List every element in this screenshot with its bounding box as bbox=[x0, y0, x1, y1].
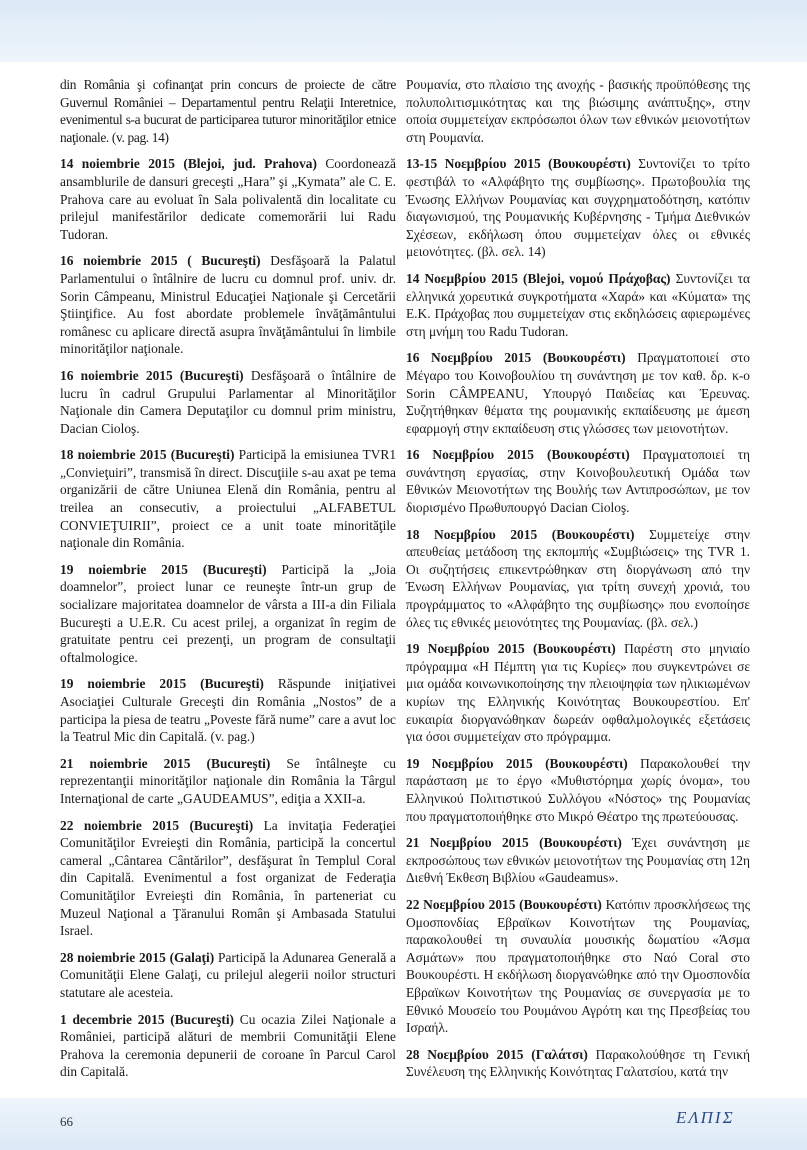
entry-text: Κατόπιν προσκλήσεως της Ομοσπονδίας Εβραϊκων Κοινοτήτων της Ρουμανίας, παρακολουθεί τη συναυλία μουσικής δωματίου «Άσμα Ασμάτων» που πραγματοποιήθηκε στο Ναό Coral στο Βουκουρέστι. Η εκδήλωση διοργανώθηκε από την Ομοσπονδία Εβραϊκων Κοινοτήτων της Ρουμανίας σε συνεργασία με το Εθνικό Μουσείο του Ρουμάνου Αγρότη και της Πρεσβείας του Ισραήλ. bbox=[406, 896, 750, 1036]
entry-date: 18 Νοεμβρίου 2015 (Βουκουρέστι) bbox=[406, 526, 635, 542]
entry-text: Participă la „Joia doamnelor”, proiect lunar ce reuneşte într-un grup de socializare majoritatea doamnelor de vârsta a III-a din Filiala Bucureşti a U.E.R. Cu acest prilej, a organizat în regim de gratuitate pentru cei prezenţi, un program de consultaţii oftalmologice. bbox=[60, 561, 396, 665]
chronicle-entry bbox=[406, 270, 750, 340]
entry-text: Παρακολουθεί την παράσταση με το έργο «Μυθιστόρημα χωρίς όνομα», του Ελληνικού Πολιτιστικού Συλλόγου «Νόστος» της Ρουμανίας που πραγματοποιήθηκε στο Μικρό Θέατρο της πρωτεύουσας. bbox=[406, 755, 750, 824]
entry-date: 16 Νοεμβρίου 2015 (Βουκουρέστι) bbox=[406, 447, 630, 463]
entry-date: 21 Νοεμβρίου 2015 (Βουκουρέστι) bbox=[406, 835, 622, 851]
entry-date: 14 noiembrie 2015 (Blejoi, jud. Prahova) bbox=[60, 156, 317, 172]
entry-date: 22 Νοεμβρίου 2015 (Βουκουρέστι) bbox=[406, 896, 602, 912]
chronicle-entry bbox=[406, 446, 750, 516]
entry-text: Πραγματοποιεί στο Μέγαρο του Κοινοβουλίου τη συνάντηση με τον καθ. δρ. κ-ο Sorin CÂMPEANU, Υπουργό Παιδείας και Έρευνας. Συζητήθηκαν θέματα της ρουμανικής εκπαίδευσης με άμεση εφαρμογή στην εκπαίδευση στις γλώσσες των μειονοτήτων. bbox=[406, 350, 750, 436]
entry-text: Συντονίζει το τρίτο φεστιβάλ το «Αλφάβητο της συμβίωσης». Πρωτοβουλία της Ένωσης Ελλήνων Ρουμανίας και συγχρηματοδότηση, κατόπιν διαγωνισμού, της Ρουμανικής Κυβέρνησης - Τμήμα Διεθνικών Σχέσεων, εκδήλωση όπου συμμετείχαν όλες οι εθνικές μειονότητες. (βλ. σελ. 14) bbox=[406, 156, 750, 260]
chronicle-entry bbox=[60, 755, 396, 808]
entry-date: 19 noiembrie 2015 (Bucureşti) bbox=[60, 676, 264, 692]
entry-text: Παρέστη στο μηνιαίο πρόγραμμα «Η Πέμπτη για τις Κυρίες» που συγκεντρώνει σε μια ομάδα κοινωνικοποίησης την πλειοψηφία των ηλικιωμένων κυρίων της Ελληνικής Κοινότητας Βουκουρεστίου. Επ' ευκαιρία διοργανώθηκαν δωρεάν οφθαλμολογικές εξετάσεις για όσοι συμμετείχαν στο πρόγραμμα. bbox=[406, 641, 750, 745]
chronicle-entry bbox=[60, 446, 396, 552]
entry-text: Cu ocazia Zilei Naţionale a României, participă alături de membrii Comunităţii Elene Prahova la ceremonia depunerii de coroane în Parcul Carol din Capitală. bbox=[60, 1011, 396, 1080]
entry-text: Desfăşoară la Palatul Parlamentului o întâlnire de lucru cu domnul prof. univ. dr. Sorin Câmpeanu, Ministrul Educaţiei Naţionale şi Cercetării Ştiinţifice. Au fost abordate problemele învăţământului românesc cu aplicare directă asupra învăţământului în limbile minorităţilor naţionale. bbox=[60, 253, 396, 357]
entry-text: Coordonează ansamblurile de dansuri greceşti „Hara” şi „Kymata” ale C. E. Prahova care au evoluat în Sala polivalentă din localitate cu prilejul manifestărilor dedicate comemorării lui Radu Tudoran. bbox=[60, 156, 396, 242]
chronicle-entry bbox=[406, 1046, 750, 1081]
chronicle-entry: din România şi cofinanţat prin concurs de proiecte de către Guvernul României – Departamentul pentru Relaţii Interetnice, evenimentul s-a bucurat de participarea tuturor minorităţilor etnice naţionale. (v. pag. 14) bbox=[60, 77, 396, 145]
entry-date: 13-15 Νοεμβρίου 2015 (Βουκουρέστι) bbox=[406, 156, 631, 172]
entry-date: 14 Νοεμβρίου 2015 (Blejoi, νομού Πράχοβας) bbox=[406, 270, 671, 286]
chronicle-entry: Ρουμανία, στο πλαίσιο της ανοχής - βασικής προϋπόθεσης της πολυπολιτισμικότητας και της βιώσιμης ανάπτυξης», στην οποία συμμετείχαν εκπρόσωποι όλων των εθνικών μειονοτήτων στη Ρουμανία. bbox=[406, 77, 750, 145]
chronicle-entry bbox=[406, 896, 750, 1037]
chronicle-entry bbox=[60, 367, 396, 437]
chronicle-entry bbox=[60, 675, 396, 745]
entry-text: Συμμετείχε στην απευθείας μετάδοση της εκπομπής «Συμβιώσεις» της TVR 1. Οι συζητήσεις επικεντρώθηκαν στη διοργάνωση από την Ένωση Ελλήνων Ρουμανίας, για τρίτη συνεχή χρονιά, του προγράμματος το «Αλφάβητο της συμβίωσης» που ενοποίησε όλες τις εθνικές μειονότητες της Ρουμανίας. (βλ. σελ.) bbox=[406, 526, 750, 630]
entry-date: 16 Νοεμβρίου 2015 (Βουκουρέστι) bbox=[406, 350, 626, 366]
entry-date: 16 noiembrie 2015 ( Bucureşti) bbox=[60, 253, 261, 269]
entry-date: 16 noiembrie 2015 (Bucureşti) bbox=[60, 367, 244, 383]
entry-date: 28 noiembrie 2015 (Galaţi) bbox=[60, 949, 215, 965]
romanian-column bbox=[60, 76, 396, 1090]
chronicle-entry bbox=[60, 561, 396, 667]
entry-text: Desfăşoară o întâlnire de lucru în cadrul Grupului Parlamentar al Minorităţilor Naţionale din Camera Deputaţilor cu domnul prim ministru, Dacian Cioloş. bbox=[60, 367, 397, 436]
chronicle-entry bbox=[60, 817, 396, 940]
entry-text: Έχει συνάντηση με εκπροσώπους των εθνικών μειονοτήτων της Ρουμανίας στη 12η Διεθνή Έκθεση Βιβλίου «Gaudeamus». bbox=[406, 835, 750, 886]
chronicle-entry bbox=[406, 755, 750, 825]
chronicle-entry bbox=[406, 526, 750, 632]
entry-date: 1 decembrie 2015 (Bucureşti) bbox=[60, 1011, 235, 1027]
entry-text: Participă la Adunarea Generală a Comunităţii Elene Galaţi, cu prilejul alegerii noilor structuri statutare ale acesteia. bbox=[60, 949, 396, 1000]
entry-text: Răspunde iniţiativei Asociaţiei Culturale Greceşti din România „Nostos” de a participa la piesa de teatru „Poveste fără nume” care a avut loc la Teatrul Mic din Capitală. (v. pag.) bbox=[60, 676, 397, 745]
chronicle-entry bbox=[60, 252, 396, 358]
chronicle-entry bbox=[406, 640, 750, 746]
entry-date: 19 Νοεμβρίου 2015 (Βουκουρέστι) bbox=[406, 641, 616, 657]
chronicle-entry bbox=[60, 155, 396, 243]
entry-text: Se întâlneşte cu reprezentanţii minorităţilor naţionale din România la Târgul Internaţional de carte „GAUDEAMUS”, ediţia a XXII-a. bbox=[60, 755, 396, 806]
entry-text: La invitaţia Federaţiei Comunităţilor Evreieşti din România, participă la concertul cameral „Cântarea Cântărilor”, desfăşurat în Templul Coral din Capitală. Evenimentul a fost organizat de Federaţia Comunităţilor Evreieşti din România, în parteneriat cu Muzeul Naţional a Ţăranului Român şi Ambasada Statului Israel. bbox=[60, 817, 396, 939]
chronicle-entry bbox=[406, 155, 750, 261]
magazine-title: ΕΛΠΙΣ bbox=[676, 1108, 735, 1127]
entry-text: Συντονίζει τα ελληνικά χορευτικά συγκροτήματα «Χαρά» και «Κύματα» της Ε.Κ. Πράχοβας που συμμετείχαν στις εκδηλώσεις αφιερωμένες στη μνήμη του Radu Tudoran. bbox=[406, 270, 750, 339]
chronicle-entry bbox=[406, 349, 750, 437]
chronicle-entry bbox=[406, 834, 750, 887]
entry-date: 22 noiembrie 2015 (Bucureşti) bbox=[60, 817, 254, 833]
greek-column bbox=[406, 76, 750, 1090]
entry-date: 28 Νοεμβρίου 2015 (Γαλάτσι) bbox=[406, 1046, 588, 1062]
entry-date: 19 noiembrie 2015 (Bucureşti) bbox=[60, 561, 267, 577]
entry-text: Πραγματοποιεί τη συνάντηση εργασίας, στην Κοινοβουλευτική Ομάδα των Εθνικών Μειονοτήτων της Βουλής των Αντιπροσώπων, με τον διορισμένο Πρωθυπουργό Dacian Cioloş. bbox=[406, 447, 750, 516]
page-number: 66 bbox=[60, 1114, 73, 1129]
entry-text: Participă la emisiunea TVR1 „Convieţuiri”, transmisă în direct. Discuţiile s-au axat pe tema organizării de către Uniunea Elenă din România, pentru al treilea an consecutiv, a proiectului „ALFABETUL CONVIEŢUIRII”, proiect ce a unit toate minorităţile naţionale din România. bbox=[60, 447, 397, 551]
entry-date: 21 noiembrie 2015 (Bucureşti) bbox=[60, 755, 271, 771]
entry-date: 19 Νοεμβρίου 2015 (Βουκουρέστι) bbox=[406, 755, 628, 771]
entry-date: 18 noiembrie 2015 (Bucureşti) bbox=[60, 447, 235, 463]
chronicle-entry bbox=[60, 1011, 396, 1081]
chronicle-entry bbox=[60, 949, 396, 1002]
entry-text: Παρακολούθησε τη Γενική Συνέλευση της Ελληνικής Κοινότητας Γαλατσίου, κατά την bbox=[406, 1046, 751, 1080]
top-decorative-band bbox=[0, 0, 807, 62]
